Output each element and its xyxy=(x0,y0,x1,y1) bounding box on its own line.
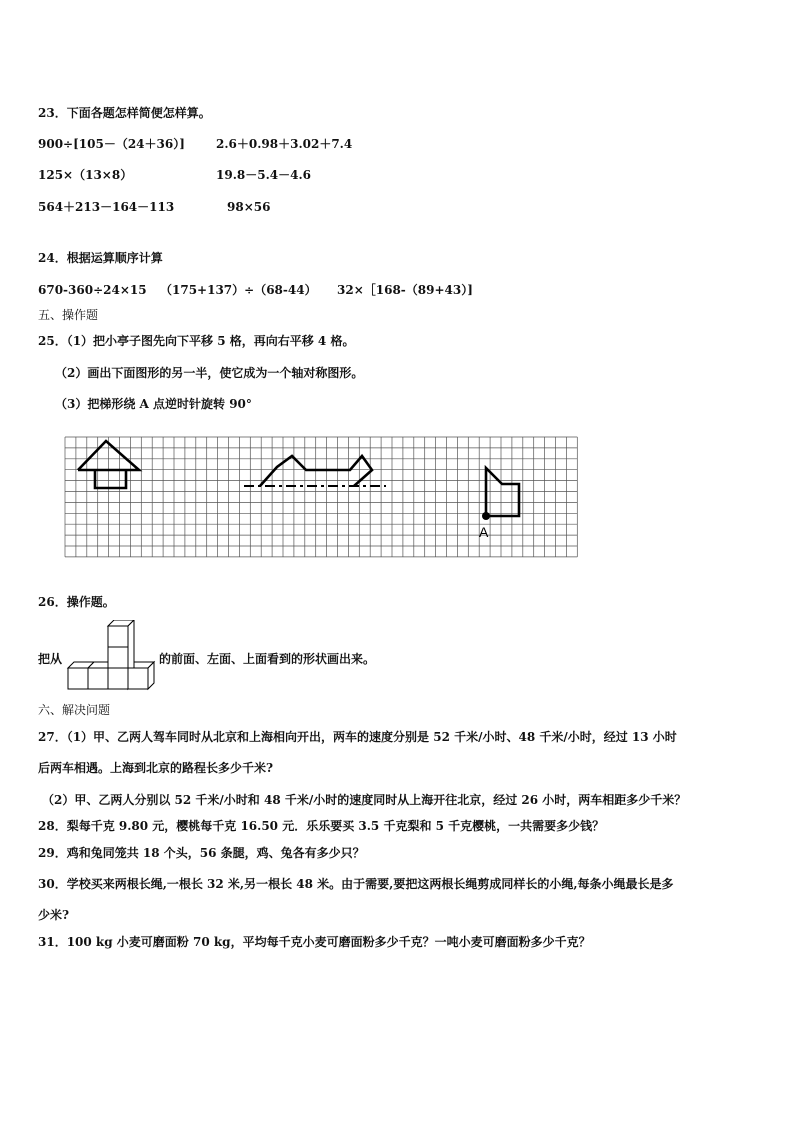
q23-expr-1: 900÷[105－（24＋36）] xyxy=(38,137,185,151)
q27-line-3: （2）甲、乙两人分别以 52 千米/小时和 48 千米/小时的速度同时从上海开往北京，经过 26 小时，两车相距多少千米？ xyxy=(42,793,687,807)
q23-title: 23．下面各题怎样简便怎样算。 xyxy=(38,106,211,120)
cube-stack-figure xyxy=(66,620,158,692)
q27-line-2: 后两车相遇。上海到北京的路程长多少千米? xyxy=(38,761,274,775)
q30-line-1: 30．学校买来两根长绳,一根长 32 米,另一根长 48 米。由于需要,要把这两根长绳剪成同样长的小绳,每条小绳最长是多 xyxy=(38,877,674,891)
q23-expr-4: 19.8－5.4－4.6 xyxy=(216,168,311,182)
q30-line-2: 少米? xyxy=(38,908,70,922)
q24-title: 24．根据运算顺序计算 xyxy=(38,251,163,265)
q26-suffix: 的前面、左面、上面看到的形状画出来。 xyxy=(159,652,376,666)
q26-prefix: 把从 xyxy=(38,652,63,666)
q26-title: 26．操作题。 xyxy=(38,595,115,609)
q31-text: 31．100 kg 小麦可磨面粉 70 kg，平均每千克小麦可磨面粉多少千克？一吨小麦可磨面粉多少千克？ xyxy=(38,935,591,949)
q29-text: 29．鸡和兔同笼共 18 个头，56 条腿，鸡、兔各有多少只？ xyxy=(38,846,365,860)
q23-expr-5: 564＋213－164－113 xyxy=(38,200,175,214)
q24-expr-3: 32×［168-（89+43）] xyxy=(337,283,473,297)
q24-expr-2: （175+137）÷（68-44） xyxy=(160,283,317,297)
q23-expr-6: 98×56 xyxy=(227,200,271,214)
point-a-label: A xyxy=(479,524,489,540)
q28-text: 28．梨每千克 9.80 元，樱桃每千克 16.50 元．乐乐要买 3.5 千克梨和 5 千克樱桃，一共需要多少钱？ xyxy=(38,819,605,833)
trapezoid-figure xyxy=(486,468,519,516)
q23-expr-2: 2.6＋0.98＋3.02＋7.4 xyxy=(216,137,353,151)
q24-expr-1: 670-360÷24×15 xyxy=(38,283,147,297)
q23-expr-3: 125×（13×8） xyxy=(38,168,133,182)
q25-line-2: （2）画出下面图形的另一半，使它成为一个轴对称图形。 xyxy=(55,366,364,380)
section-five-heading: 五、操作题 xyxy=(38,308,99,322)
grid-lines xyxy=(65,437,577,557)
grid-figure xyxy=(64,436,586,566)
q25-line-1: 25．（1）把小亭子图先向下平移 5 格，再向右平移 4 格。 xyxy=(38,334,355,348)
q27-line-1: 27．（1）甲、乙两人驾车同时从北京和上海相向开出，两车的速度分别是 52 千米/小时、48 千米/小时，经过 13 小时 xyxy=(38,730,677,744)
section-six-heading: 六、解决问题 xyxy=(38,703,111,717)
point-a-marker xyxy=(482,512,490,520)
q25-line-3: （3）把梯形绕 A 点逆时针旋转 90° xyxy=(55,397,252,411)
